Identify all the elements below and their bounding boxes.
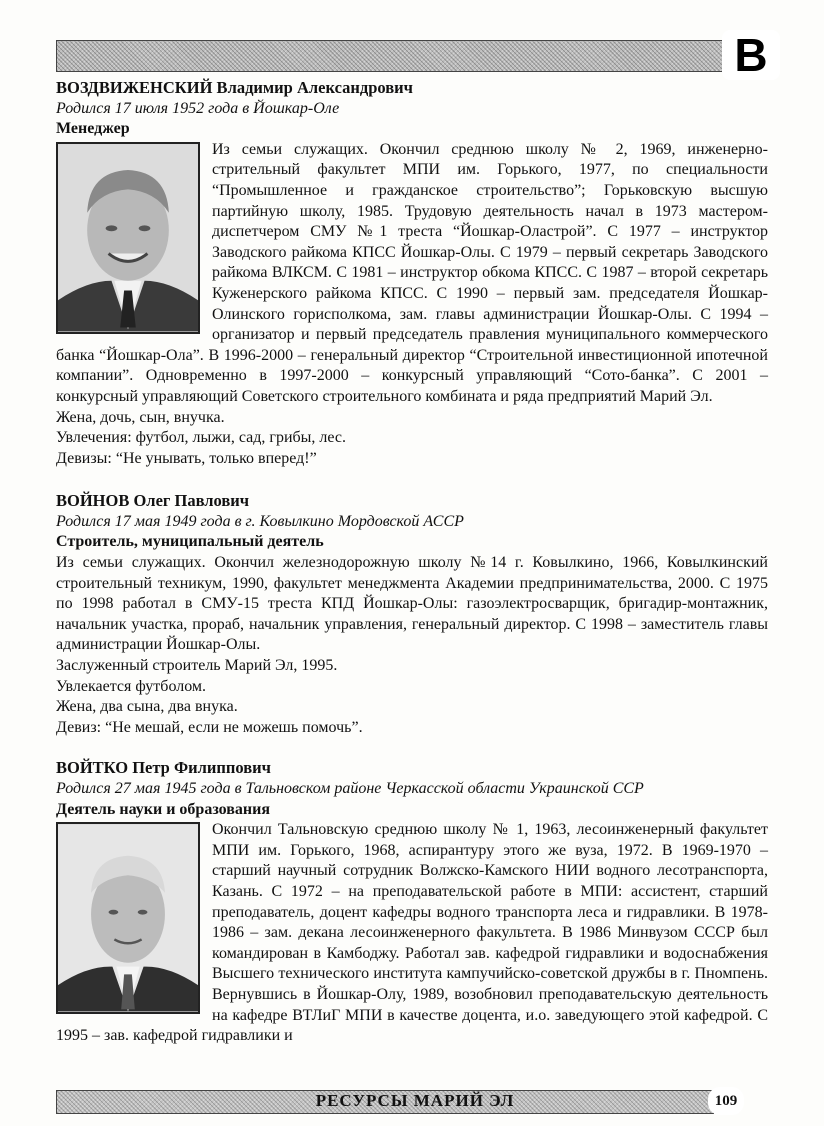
birth-info: Родился 27 мая 1945 года в Тальновском районе Черкасской области Украинской ССР bbox=[56, 780, 644, 797]
biography-text: Из семьи служащих. Окончил железнодорожную школу №14 г. Ковылкино, 1966, Ковылкинский строительный техникум, 1990, факультет менеджмента Академии предпринимательства, 2000. С 1975 по 1998 работал в СМУ-15 треста КПД Йошкар-Олы: газоэлектросварщик, бригадир-монтажник, начальник участка, прораб, начальник управления, генеральный директор. С 1998 – заместитель главы администрации Йошкар-Олы. bbox=[56, 554, 768, 654]
header-band bbox=[56, 40, 726, 72]
family-line: Жена, дочь, сын, внучка. bbox=[56, 408, 225, 426]
birth-info: Родился 17 мая 1949 года в г. Ковылкино Мордовской АССР bbox=[56, 512, 464, 530]
motto-line: Девизы: “Не унывать, только вперед!” bbox=[56, 449, 317, 467]
biography-entry bbox=[56, 491, 768, 738]
person-name: ВОЙНОВ Олег Павлович bbox=[56, 491, 250, 511]
award-line: Заслуженный строитель Марий Эл, 1995. bbox=[56, 657, 338, 675]
portrait-photo bbox=[56, 142, 200, 334]
biography-text: Окончил Тальновскую среднюю школу № 1, 1963, лесоинженерный факультет МПИ им. Горького, 1968, аспирантуру этого же вуза, 1972. В 1969-1970 – старший научный сотрудник Волжско-Камского НИИ водного лесотранспорта, Казань. С 1972 – на преподавательской работе в МПИ: ассистент, старший преподаватель, доцент кафедры водного транспорта леса и гидравлики. В 1978-1986 – зам. декана лесоинженерного факультета. В 1986 Минвузом СССР был командирован в Камбоджу. Работал зав. кафедрой гидравлики и водоснабжения Высшего технического института кампучийско-советской дружбы в г. Пномпень. Вернувшись в Йошкар-Олу, 1989, возобновил преподавательскую деятельность на кафедре ВТЛиГ МПИ в качестве доцента, и.о. заведующего этой кафедрой. С 1995 – зав. кафедрой гидравлики и bbox=[56, 821, 768, 1045]
motto-line: Девиз: “Не мешай, если не можешь помочь”. bbox=[56, 718, 363, 736]
biography-text: Из семьи служащих. Окончил среднюю школу № 2, 1969, инженерно-стрительный факультет МПИ им. Горького, 1977, по специальности “Промышленное и гражданское строительство”; Горьковскую высшую партийную школу, 1985. Трудовую деятельность начал в 1973 мастером-диспетчером СМУ №1 треста “Йошкар-Оластрой”. С 1977 – инструктор Заводского райкома КПСС Йошкар-Олы. С 1979 – первый секретарь Заводского райкома ВЛКСМ. С 1981 – инструктор обкома КПСС. С 1987 – второй секретарь Куженерского райкома КПСС. С 1990 – первый зам. председателя Йошкар-Олинского горисполкома, зам. главы администрации Йошкар-Олы. С 1994 – организатор и первый председатель правления муниципального коммерческого банка “Йошкар-Ола”. В 1996-2000 – генеральный директор “Строительной инвестиционной ипотечной компании”. Одновременно в 1997-2000 – конкурсный управляющий “Сото-банка”. С 2001 – конкурсный управляющий Советского строительного комбината и ряда предприятий Марий Эл. bbox=[56, 140, 768, 405]
person-name: ВОЙТКО Петр Филиппович bbox=[56, 758, 271, 778]
biography-entry bbox=[56, 78, 768, 469]
profession: Деятель науки и образования bbox=[56, 800, 270, 818]
section-letter: В bbox=[722, 30, 780, 80]
page-content bbox=[56, 78, 768, 1047]
family-line: Жена, два сына, два внука. bbox=[56, 698, 238, 716]
portrait-image bbox=[58, 144, 198, 332]
hobbies-line: Увлекается футболом. bbox=[56, 677, 207, 695]
person-name: ВОЗДВИЖЕНСКИЙ Владимир Александрович bbox=[56, 78, 413, 97]
profession: Строитель, муниципальный деятель bbox=[56, 533, 324, 551]
hobbies-line: Увлечения: футбол, лыжи, сад, грибы, лес. bbox=[56, 429, 346, 447]
footer-title: РЕСУРСЫ МАРИЙ ЭЛ bbox=[315, 1091, 515, 1110]
profession: Менеджер bbox=[56, 120, 130, 138]
portrait-image bbox=[58, 824, 198, 1012]
portrait-photo bbox=[56, 822, 200, 1014]
biography-entry bbox=[56, 758, 768, 1046]
birth-info: Родился 17 июля 1952 года в Йошкар-Оле bbox=[56, 99, 340, 117]
page-number: 109 bbox=[708, 1087, 744, 1115]
